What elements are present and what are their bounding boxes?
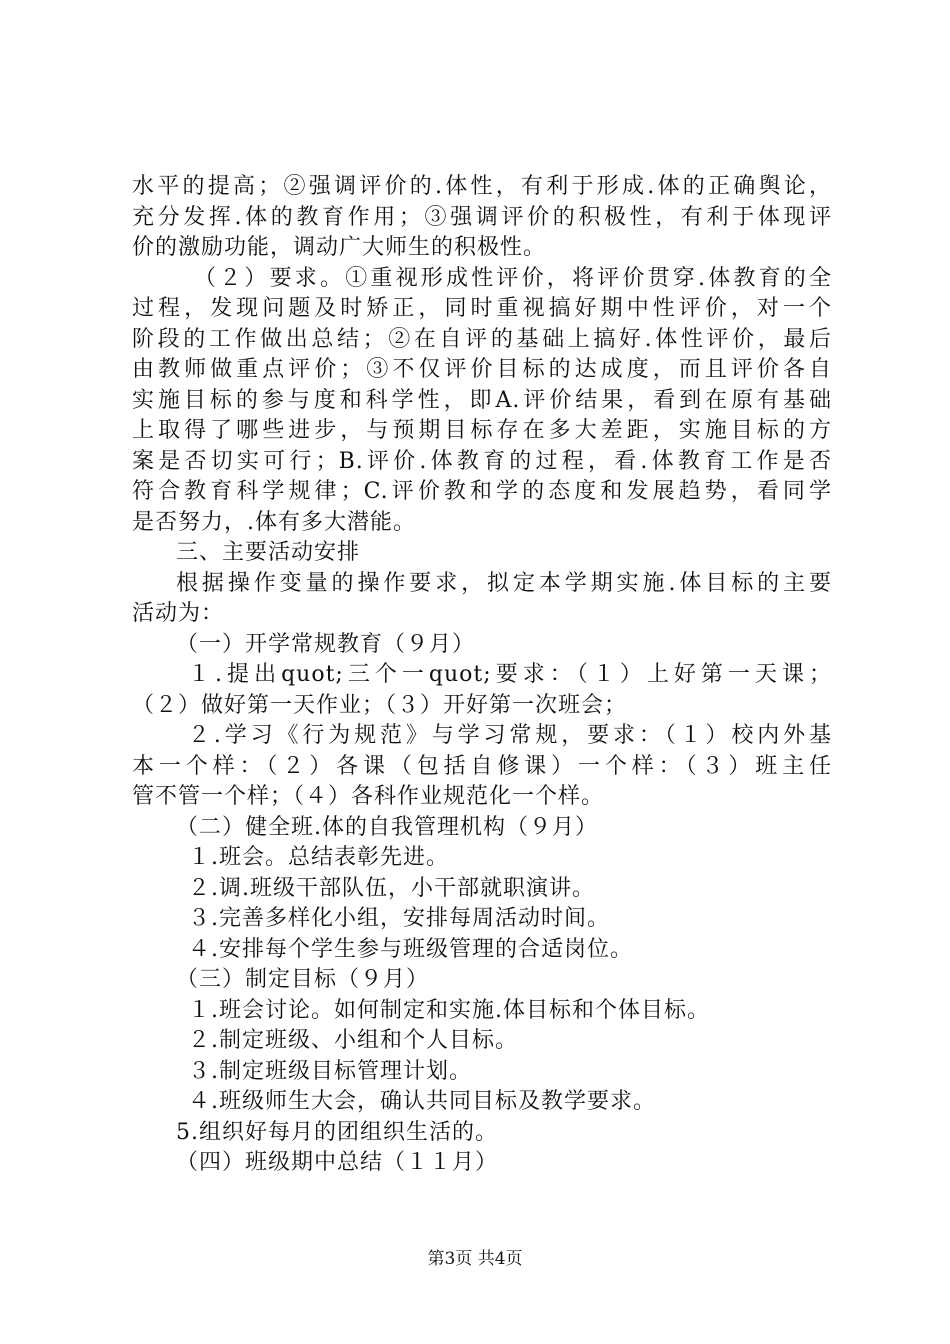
text-line: （２）做好第一天作业；（３）开好第一次班会； [132,692,628,718]
text-line: 本一个样：（２）各课（包括自修课）一个样：（３）班主任 [132,753,832,779]
text-line: 水平的提高；②强调评价的.体性，有利于形成.体的正确舆论， [132,174,832,199]
text-line: ４.班级师生大会，确认共同目标及教学要求。 [188,1089,656,1114]
text-line: 根据操作变量的操作要求，拟定本学期实施.体目标的主要 [176,570,832,596]
text-line: （三）制定目标（９月） [176,967,430,992]
text-line: ３.制定班级目标管理计划。 [188,1058,472,1084]
text-line: １.班会。总结表彰先进。 [188,845,449,870]
text-line: （２）要求。①重视形成性评价，将评价贯穿.体教育的全 [194,265,832,291]
text-line: （一）开学常规教育（９月） [176,631,476,657]
text-line: （四）班级期中总结（１１月） [176,1150,499,1175]
text-line: 三、主要活动安排 [176,540,361,565]
text-line: ２.调.班级干部队伍，小干部就职演讲。 [188,875,595,901]
text-line: 符合教育科学规律；C.评价教和学的态度和发展趋势，看同学 [132,479,832,504]
text-line: １.班会讨论。如何制定和实施.体目标和个体目标。 [188,997,710,1023]
page-footer: 第3页 共4页 [427,1249,523,1269]
text-line: （二）健全班.体的自我管理机构（９月） [176,814,598,840]
text-line: 价的激励功能，调动广大师生的积极性。 [132,235,547,260]
text-line: 是否努力，.体有多大潜能。 [132,509,416,535]
text-line: ４.安排每个学生参与班级管理的合适岗位。 [188,936,633,962]
text-line: 实施目标的参与度和科学性，即A.评价结果，看到在原有基础 [132,387,832,413]
text-line: 过程，发现问题及时矫正，同时重视搞好期中性评价，对一个 [132,296,832,321]
text-line: 充分发挥.体的教育作用；③强调评价的积极性，有利于体现评 [132,204,832,230]
document-body [132,172,832,1179]
text-line: ２.制定班级、小组和个人目标。 [188,1028,518,1053]
text-line: １.提出quot;三个一quot;要求：（１）上好第一天课； [188,662,832,687]
text-line: ２.学习《行为规范》与学习常规，要求：（１）校内外基 [188,723,832,748]
text-line: 由教师做重点评价；③不仅评价目标的达成度，而且评价各自 [132,357,832,382]
text-line: 上取得了哪些进步，与预期目标存在多大差距，实施目标的方 [132,418,832,443]
text-line: 案是否切实可行；B.评价.体教育的过程，看.体教育工作是否 [132,448,832,474]
text-line: 管不管一个样；（４）各科作业规范化一个样。 [132,784,605,809]
text-line: 阶段的工作做出总结；②在自评的基础上搞好.体性评价，最后 [132,326,832,352]
text-line: 5.组织好每月的团组织生活的。 [176,1119,498,1145]
text-line: 活动为： [132,601,225,626]
text-line: ３.完善多样化小组，安排每周活动时间。 [188,906,610,931]
